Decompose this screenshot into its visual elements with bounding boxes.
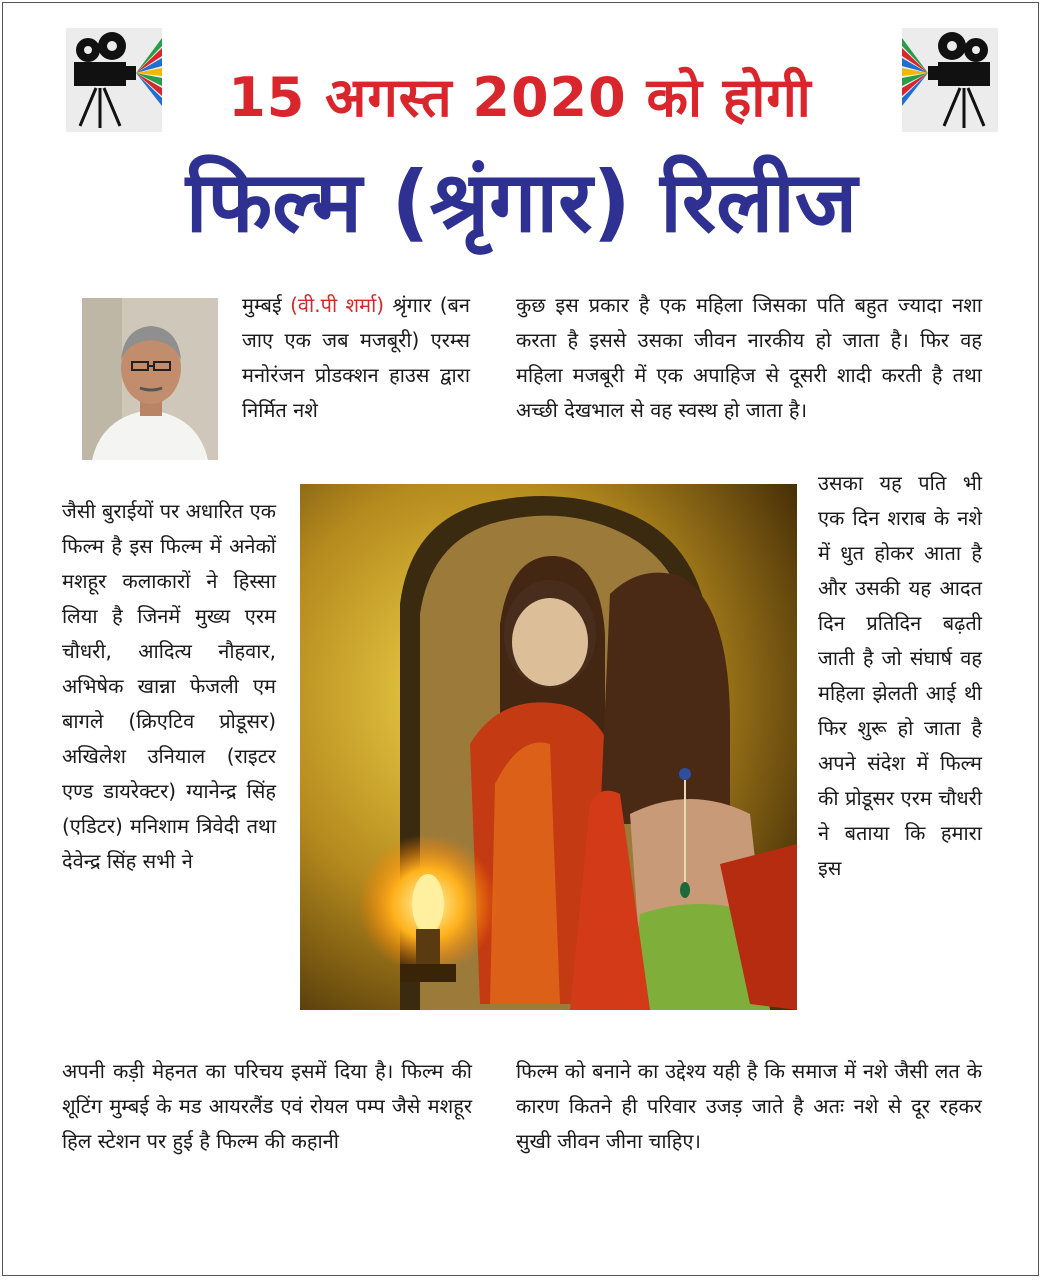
film-camera-icon: [66, 28, 162, 132]
article-text-block6: फिल्म को बनाने का उद्देश्य यही है कि समाज में नशे जैसी लत के कारण कितने ही परिवार उजड़ जाते है अतः नशे से दूर रहकर सुखी जीवन जीना चाहिए।: [516, 1059, 982, 1153]
film-still-painting: [300, 484, 797, 1010]
headline-title: फिल्म (श्रृंगार) रिलीज: [185, 153, 858, 251]
article-text-block2: जैसी बुराईयों पर अधारित एक फिल्म है इस फिल्म में अनेकों मशहूर कलाकारों ने हिस्सा लिया है जिनमें मुख्य एरम चौधरी, आदित्य नौहवार, अभिषेक खान्ना फेजली एम बागले (क्रिएटिव प्रोडूसर) अखिलेश उनियाल (राइटर एण्ड डायरेक्टर) ग्यानेन्द्र सिंह (एडिटर) मनिशाम त्रिवेदी तथा देवेन्द्र सिंह सभी ने: [62, 499, 276, 873]
dateline-city: मुम्बई: [242, 293, 282, 317]
article-text-block3: अपनी कड़ी मेहनत का परिचय इसमें दिया है। फिल्म की शूटिंग मुम्बई के मड आयरलैंड एवं रोयल पम्प जैसे मशहूर हिल स्टेशन पर हुई है फिल्म की कहानी: [62, 1059, 472, 1153]
headline-date: 15 अगस्त 2020 को होगी: [228, 66, 812, 129]
article-text-block4: कुछ इस प्रकार है एक महिला जिसका पति बहुत ज्यादा नशा करता है इससे उसका जीवन नारकीय हो जाता है। फिर वह महिला मजबूरी में एक अपाहिज से दूसरी शादी करती है तथा अच्छी देखभाल से वह स्वस्थ हो जाता है।: [516, 293, 982, 422]
byline: (वी.पी शर्मा): [290, 293, 385, 317]
article-text-block1: [242, 288, 470, 428]
reporter-photo: [82, 298, 218, 460]
film-camera-icon: [902, 28, 998, 132]
article-text-block1-body: श्रृंगार (बन जाए एक जब मजबूरी) एरम्स मनोरंजन प्रोडक्शन हाउस द्वारा निर्मित नशे: [242, 293, 471, 422]
article-text-block5: उसका यह पति भी एक दिन शराब के नशे में धुत होकर आता है और उसकी यह आदत दिन प्रतिदिन बढ़ती जाती है जो संघार्ष वह महिला झेलती आई थी फिर शुरू हो जाता है अपने संदेश में फिल्म की प्रोडूसर एरम चौधरी ने बताया कि हमारा इस: [818, 471, 982, 880]
